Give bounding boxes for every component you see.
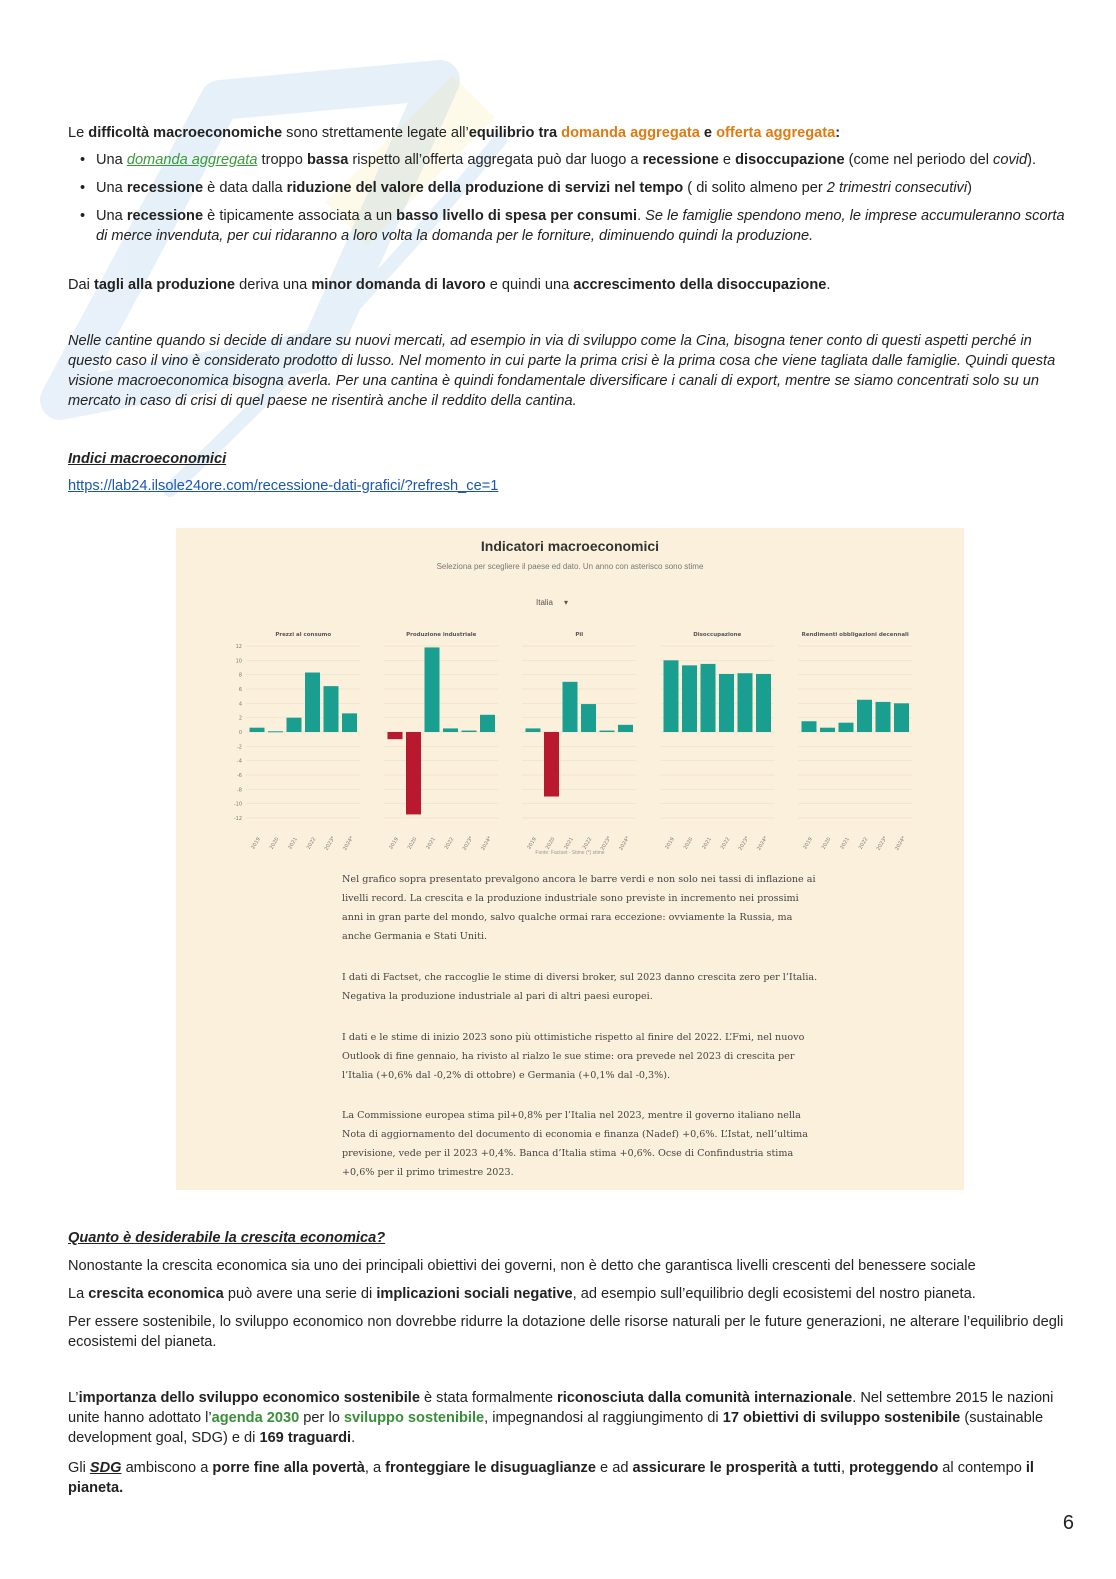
bar [287,718,302,732]
bar [618,725,633,732]
bar [388,732,403,739]
x-tick-label: 2024* [342,835,356,852]
panel-title: Produzione industriale [406,632,477,638]
bar [756,674,771,732]
x-tick-label: 2020 [682,836,695,851]
x-tick-label: 2021 [563,836,575,851]
x-tick-label: 2022 [305,836,318,851]
bar [480,715,495,732]
y-tick-label: -12 [233,816,242,822]
x-tick-label: 2020 [406,836,419,851]
panel-title: Rendimenti obbligazioni decennali [801,632,909,638]
crescita-p1: Nonostante la crescita economica sia uno dei principali obiettivi dei governi, non è detto che garantisca livelli crescenti del benessere sociale [68,1258,976,1274]
bullet-list [68,150,1068,254]
bar [544,732,559,797]
y-tick-label: 10 [235,658,242,665]
bar [894,703,909,732]
x-tick-label: 2024* [618,835,632,852]
bar [857,700,872,732]
list-item: • Una recessione è tipicamente associata a un basso livello di spesa per consumi. Se le famiglie spendono meno, le imprese accumuleranno scorta di merce invenduta, per cui ridaranno a loro volta la domanda per le forniture, diminuendo quindi la produzione. [68,206,1068,246]
x-tick-label: 2021 [425,836,437,851]
list-item: • Una domanda aggregata troppo bassa rispetto all’offerta aggregata può dar luogo a recessione e disoccupazione (come nel periodo del covid). [68,150,1068,170]
crescita-p3: Per essere sostenibile, lo sviluppo economico non dovrebbe ridurre la dotazione delle risorse naturali per le future generazioni, ne alterare l’equilibrio degli ecosistemi del pianeta. [68,1314,1064,1350]
bar [738,673,753,732]
chart-subtitle: Seleziona per scegliere il paese ed dato. Un anno con asterisco sono stime [436,562,704,571]
dai-paragraph: Dai tagli alla produzione deriva una minor domanda di lavoro e quindi una accrescimento della disoccupazione. [68,277,831,293]
x-tick-label: 2022 [719,836,732,851]
sostenibile-p2: Gli SDG ambiscono a porre fine alla povertà, a fronteggiare le disuguaglianze e ad assicurare le prosperità a tutti, proteggendo al contempo il pianeta. [68,1460,1034,1496]
x-tick-label: 2023* [599,835,613,852]
y-tick-label: -6 [237,773,242,779]
bar [682,665,697,732]
chart-source: Fonte: Factset - Stime (*) stime [535,850,605,856]
chart-title: Indicatori macroeconomici [480,538,660,554]
bar [406,732,421,814]
y-tick-label: -10 [233,801,242,808]
x-tick-label: 2022 [857,836,870,851]
macro-chart [176,528,964,1190]
y-tick-label: 6 [238,687,242,693]
page-number: 6 [1062,1512,1074,1534]
bar [305,673,320,732]
country-select[interactable]: Italia ▾ [536,598,569,607]
panel-title: Disoccupazione [693,632,742,638]
y-tick-label: 0 [238,730,242,736]
x-tick-label: 2020 [820,836,833,851]
crescita-heading: Quanto è desiderabile la crescita economica? [68,1230,386,1246]
panel-title: Pil [575,632,584,638]
bar [719,674,734,732]
chart-paragraph-4: La Commissione europea stima pil+0,8% per l’Italia nel 2023, mentre il governo italiano nella Nota di aggiornamento del documento di economia e finanza (Nadef) +0,6%. L’Istat, nell’ultima previsione, vede per il 2023 +0,4%. Banca d’Italia stima +0,6%. Ocse di Confindustria stima +0,6% per il primo trimestre 2023. [342,1110,808,1178]
intro-paragraph: Le difficoltà macroeconomiche sono strettamente legate all’equilibrio tra domanda aggregata e offerta aggregata: [68,125,841,141]
cantine-paragraph: Nelle cantine quando si decide di andare su nuovi mercati, ad esempio in via di sviluppo come la Cina, bisogna tener conto di questi aspetti perché in questo caso il vino è considerato prodotto di lusso. Nel momento in cui parte la prima crisi è la prima cosa che viene tagliata dalle famiglie. Quindi questa visione macroeconomica bisogna averla. Per una cantina è quindi fondamentale diversificare i canali di export, mentre se siamo concentrati solo su un mercato in caso di crisi di quel paese ne risentirà anche il reddito della cantina. [68,333,1056,409]
indici-heading: Indici macroeconomici [68,451,227,467]
bar [876,702,891,732]
y-tick-label: 8 [238,672,242,679]
bar [701,664,716,732]
bar [664,660,679,732]
bar [268,731,283,732]
bar [802,721,817,732]
bar [443,728,458,732]
x-tick-label: 2024* [480,835,494,852]
bar [250,728,265,732]
indici-link-row [68,476,1068,496]
bar [600,731,615,732]
crescita-p2: La crescita economica può avere una serie di implicazioni sociali negative, ad esempio sull’equilibrio degli ecosistemi del nostro pianeta. [68,1286,976,1302]
x-tick-label: 2023* [737,835,751,852]
bar [563,682,578,732]
x-tick-label: 2019 [526,836,538,851]
indici-link[interactable]: https://lab24.ilsole24ore.com/recessione-dati-grafici/?refresh_ce=1 [68,478,499,494]
y-tick-label: 2 [238,715,242,722]
domanda-aggregata-link[interactable]: domanda aggregata [126,152,258,168]
bar [425,647,440,732]
x-tick-label: 2023* [875,835,889,852]
bar [526,728,541,732]
sostenibile-p1: L’importanza dello sviluppo economico sostenibile è stata formalmente riconosciuta dalla comunità internazionale. Nel settembre 2015 le nazioni unite hanno adottato l’agenda 2030 per lo sviluppo sostenibile, impegnandosi al raggiungimento di 17 obiettivi di sviluppo sostenibile (sustainable development goal, SDG) e di 169 traguardi. [68,1390,1054,1446]
x-tick-label: 2019 [664,836,676,851]
x-tick-label: 2020 [268,836,281,851]
x-tick-label: 2019 [388,836,400,851]
x-tick-label: 2020 [544,836,557,851]
bar [342,713,357,732]
chart-paragraph-1: Nel grafico sopra presentato prevalgono ancora le barre verdi e non solo nei tassi di inflazione ai livelli record. La crescita e la produzione industriale sono previste in incremento nei prossimi anni in gran parte del mondo, salvo qualche ormai rara eccezione: ovviamente la Russia, ma anche Germania e Stati Uniti. [342,874,816,942]
bar [324,686,339,732]
x-tick-label: 2024* [894,835,908,852]
chart-paragraph-2: I dati di Factset, che raccoglie le stime di diversi broker, sul 2023 danno crescita zero per l’Italia. Negativa la produzione industriale al pari di altri paesi europei. [342,972,818,1002]
chart-paragraph-3: I dati e le stime di inizio 2023 sono più ottimistiche rispetto al finire del 2022. L’Fmi, nel nuovo Outlook di fine gennaio, ha rivisto al rialzo le sue stime: ora prevede nel 2023 di crescita per l’Italia (+0,6% dal -0,2% di ottobre) e Germania (+0,1% dal -0,3%). [342,1032,805,1081]
panel-title: Prezzi al consumo [275,632,332,638]
y-tick-label: -4 [237,758,242,765]
x-tick-label: 2022 [581,836,594,851]
y-tick-label: 12 [235,644,242,650]
x-tick-label: 2024* [756,835,770,852]
y-tick-label: 4 [238,701,242,708]
x-tick-label: 2019 [250,836,262,851]
x-tick-label: 2022 [443,836,456,851]
y-tick-label: -2 [237,744,242,751]
list-item: • Una recessione è data dalla riduzione del valore della produzione di servizi nel tempo ( di solito almeno per 2 trimestri consecutivi) [68,178,1068,198]
x-tick-label: 2021 [701,836,713,851]
bar [839,723,854,732]
x-tick-label: 2021 [839,836,851,851]
bar [462,731,477,732]
bar [820,728,835,732]
y-tick-label: -8 [237,787,242,794]
x-tick-label: 2023* [323,835,337,852]
bar [581,704,596,732]
x-tick-label: 2019 [802,836,814,851]
x-tick-label: 2023* [461,835,475,852]
x-tick-label: 2021 [287,836,299,851]
